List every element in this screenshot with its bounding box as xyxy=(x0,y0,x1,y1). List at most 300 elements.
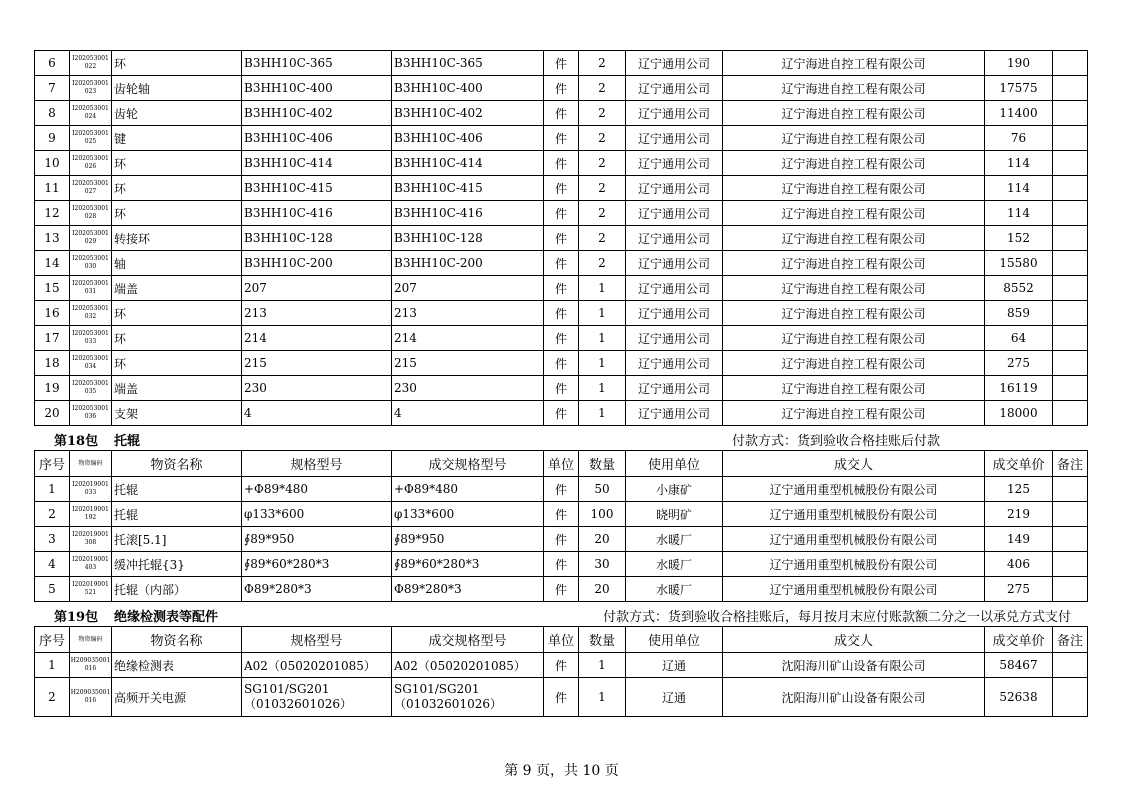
header-spec: 规格型号 xyxy=(242,451,392,477)
cell-user: 辽宁通用公司 xyxy=(626,326,723,351)
table-row xyxy=(35,552,1088,577)
cell-no: 18 xyxy=(35,351,70,376)
table-row xyxy=(35,502,1088,527)
cell-price: 52638 xyxy=(985,678,1053,717)
cell-deal-spec: 4 xyxy=(392,401,544,426)
cell-supplier: 辽宁海进自控工程有限公司 xyxy=(723,301,985,326)
cell-name: 托辊（内部） xyxy=(112,577,242,602)
cell-note xyxy=(1053,51,1088,76)
table-row xyxy=(35,126,1088,151)
cell-user: 辽宁通用公司 xyxy=(626,151,723,176)
cell-price: 859 xyxy=(985,301,1053,326)
cell-qty: 2 xyxy=(579,126,626,151)
cell-name: 齿轮 xyxy=(112,101,242,126)
cell-spec: A02（05020201085） xyxy=(242,653,392,678)
table-row xyxy=(35,251,1088,276)
cell-spec: 215 xyxy=(242,351,392,376)
cell-no: 20 xyxy=(35,401,70,426)
cell-code: I202053001 031 xyxy=(70,276,112,301)
cell-user: 水暖厂 xyxy=(626,552,723,577)
cell-spec: SG101/SG201 （01032601026） xyxy=(242,678,392,717)
cell-unit: 件 xyxy=(544,151,579,176)
cell-price: 11400 xyxy=(985,101,1053,126)
cell-deal-spec: 230 xyxy=(392,376,544,401)
cell-no: 6 xyxy=(35,51,70,76)
cell-spec: B3HH10C-406 xyxy=(242,126,392,151)
cell-note xyxy=(1053,678,1088,717)
table-row xyxy=(35,201,1088,226)
header-unit: 单位 xyxy=(544,451,579,477)
cell-note xyxy=(1053,176,1088,201)
cell-unit: 件 xyxy=(544,101,579,126)
cell-name: 转接环 xyxy=(112,226,242,251)
cell-qty: 100 xyxy=(579,502,626,527)
package19-number: 第19包 xyxy=(54,610,99,625)
cell-no: 19 xyxy=(35,376,70,401)
table-row xyxy=(35,326,1088,351)
cell-deal-spec: B3HH10C-128 xyxy=(392,226,544,251)
table-row xyxy=(35,351,1088,376)
cell-unit: 件 xyxy=(544,276,579,301)
header-unit: 单位 xyxy=(544,627,579,653)
cell-code: I202053001 028 xyxy=(70,201,112,226)
cell-deal-spec: A02（05020201085） xyxy=(392,653,544,678)
cell-code: I202019001 403 xyxy=(70,552,112,577)
cell-price: 275 xyxy=(985,577,1053,602)
cell-no: 15 xyxy=(35,276,70,301)
cell-spec: B3HH10C-415 xyxy=(242,176,392,201)
cell-no: 10 xyxy=(35,151,70,176)
cell-qty: 2 xyxy=(579,51,626,76)
cell-qty: 1 xyxy=(579,653,626,678)
package18-name: 托辊 xyxy=(114,434,141,449)
table-row xyxy=(35,477,1088,502)
header-user: 使用单位 xyxy=(626,627,723,653)
cell-qty: 20 xyxy=(579,577,626,602)
cell-supplier: 辽宁通用重型机械股份有限公司 xyxy=(723,502,985,527)
table-row xyxy=(35,151,1088,176)
cell-qty: 2 xyxy=(579,226,626,251)
cell-user: 辽宁通用公司 xyxy=(626,101,723,126)
cell-user: 辽宁通用公司 xyxy=(626,276,723,301)
cell-name: 环 xyxy=(112,326,242,351)
cell-price: 114 xyxy=(985,201,1053,226)
cell-supplier: 辽宁海进自控工程有限公司 xyxy=(723,101,985,126)
cell-no: 13 xyxy=(35,226,70,251)
cell-no: 1 xyxy=(35,477,70,502)
cell-code: I202053001 029 xyxy=(70,226,112,251)
cell-user: 辽通 xyxy=(626,678,723,717)
cell-user: 辽宁通用公司 xyxy=(626,226,723,251)
cell-user: 辽宁通用公司 xyxy=(626,76,723,101)
cell-spec: ∮89*950 xyxy=(242,527,392,552)
cell-unit: 件 xyxy=(544,126,579,151)
cell-code: I202053001 027 xyxy=(70,176,112,201)
cell-name: 键 xyxy=(112,126,242,151)
cell-no: 5 xyxy=(35,577,70,602)
cell-code: I202019001 033 xyxy=(70,477,112,502)
cell-user: 辽宁通用公司 xyxy=(626,376,723,401)
cell-code: I202019001 192 xyxy=(70,502,112,527)
package18-table xyxy=(34,450,1088,602)
package18-title-row xyxy=(34,426,1087,450)
cell-supplier: 辽宁海进自控工程有限公司 xyxy=(723,276,985,301)
package19-table xyxy=(34,626,1088,717)
cell-deal-spec: 215 xyxy=(392,351,544,376)
header-code: 物资编码 xyxy=(70,451,112,477)
sheet xyxy=(34,50,1087,717)
package17-table xyxy=(34,50,1088,426)
table-row xyxy=(35,176,1088,201)
cell-price: 114 xyxy=(985,176,1053,201)
cell-note xyxy=(1053,226,1088,251)
cell-code: I202053001 025 xyxy=(70,126,112,151)
header-code: 物资编码 xyxy=(70,627,112,653)
header-qty: 数量 xyxy=(579,627,626,653)
cell-name: 端盖 xyxy=(112,376,242,401)
cell-user: 辽宁通用公司 xyxy=(626,251,723,276)
cell-qty: 1 xyxy=(579,678,626,717)
cell-deal-spec: B3HH10C-402 xyxy=(392,101,544,126)
cell-unit: 件 xyxy=(544,527,579,552)
cell-price: 64 xyxy=(985,326,1053,351)
header-price: 成交单价 xyxy=(985,627,1053,653)
cell-price: 18000 xyxy=(985,401,1053,426)
cell-supplier: 沈阳海川矿山设备有限公司 xyxy=(723,678,985,717)
cell-note xyxy=(1053,126,1088,151)
cell-name: 环 xyxy=(112,351,242,376)
table-row xyxy=(35,376,1088,401)
cell-note xyxy=(1053,101,1088,126)
cell-name: 齿轮轴 xyxy=(112,76,242,101)
cell-no: 1 xyxy=(35,653,70,678)
cell-qty: 50 xyxy=(579,477,626,502)
cell-name: 环 xyxy=(112,176,242,201)
cell-deal-spec: Φ89*280*3 xyxy=(392,577,544,602)
cell-deal-spec: SG101/SG201 （01032601026） xyxy=(392,678,544,717)
cell-code: H209035001 016 xyxy=(70,678,112,717)
cell-qty: 1 xyxy=(579,276,626,301)
cell-unit: 件 xyxy=(544,653,579,678)
header-name: 物资名称 xyxy=(112,451,242,477)
cell-spec: Φ89*280*3 xyxy=(242,577,392,602)
cell-note xyxy=(1053,201,1088,226)
header-deal-spec: 成交规格型号 xyxy=(392,627,544,653)
cell-spec: 230 xyxy=(242,376,392,401)
header-price: 成交单价 xyxy=(985,451,1053,477)
cell-deal-spec: 214 xyxy=(392,326,544,351)
cell-code: I202019001 308 xyxy=(70,527,112,552)
cell-unit: 件 xyxy=(544,552,579,577)
header-spec: 规格型号 xyxy=(242,627,392,653)
header-deal-spec: 成交规格型号 xyxy=(392,451,544,477)
cell-name: 环 xyxy=(112,151,242,176)
cell-name: 支架 xyxy=(112,401,242,426)
table-row xyxy=(35,276,1088,301)
cell-unit: 件 xyxy=(544,51,579,76)
header-row xyxy=(35,451,1088,477)
cell-no: 2 xyxy=(35,502,70,527)
cell-note xyxy=(1053,477,1088,502)
cell-name: 端盖 xyxy=(112,276,242,301)
cell-qty: 2 xyxy=(579,251,626,276)
cell-name: 环 xyxy=(112,301,242,326)
table-row xyxy=(35,527,1088,552)
cell-note xyxy=(1053,502,1088,527)
cell-qty: 20 xyxy=(579,527,626,552)
cell-price: 149 xyxy=(985,527,1053,552)
cell-supplier: 辽宁海进自控工程有限公司 xyxy=(723,226,985,251)
cell-spec: B3HH10C-365 xyxy=(242,51,392,76)
cell-supplier: 辽宁海进自控工程有限公司 xyxy=(723,401,985,426)
cell-no: 11 xyxy=(35,176,70,201)
header-supplier: 成交人 xyxy=(723,627,985,653)
cell-deal-spec: 207 xyxy=(392,276,544,301)
cell-note xyxy=(1053,527,1088,552)
cell-price: 190 xyxy=(985,51,1053,76)
cell-code: I202053001 026 xyxy=(70,151,112,176)
cell-no: 3 xyxy=(35,527,70,552)
cell-deal-spec: 213 xyxy=(392,301,544,326)
cell-note xyxy=(1053,552,1088,577)
header-name: 物资名称 xyxy=(112,627,242,653)
cell-spec: B3HH10C-414 xyxy=(242,151,392,176)
package19-name: 绝缘检测表等配件 xyxy=(114,610,219,625)
cell-qty: 2 xyxy=(579,151,626,176)
cell-deal-spec: B3HH10C-414 xyxy=(392,151,544,176)
cell-note xyxy=(1053,76,1088,101)
cell-note xyxy=(1053,577,1088,602)
cell-deal-spec: B3HH10C-416 xyxy=(392,201,544,226)
cell-note xyxy=(1053,276,1088,301)
cell-unit: 件 xyxy=(544,577,579,602)
cell-price: 17575 xyxy=(985,76,1053,101)
cell-qty: 1 xyxy=(579,401,626,426)
cell-user: 水暖厂 xyxy=(626,527,723,552)
cell-deal-spec: B3HH10C-365 xyxy=(392,51,544,76)
cell-supplier: 辽宁海进自控工程有限公司 xyxy=(723,326,985,351)
cell-code: I202053001 024 xyxy=(70,101,112,126)
cell-supplier: 辽宁海进自控工程有限公司 xyxy=(723,151,985,176)
cell-unit: 件 xyxy=(544,351,579,376)
cell-note xyxy=(1053,326,1088,351)
cell-price: 275 xyxy=(985,351,1053,376)
cell-qty: 1 xyxy=(579,376,626,401)
cell-supplier: 辽宁海进自控工程有限公司 xyxy=(723,126,985,151)
header-note: 备注 xyxy=(1053,627,1088,653)
cell-user: 辽宁通用公司 xyxy=(626,51,723,76)
table-row xyxy=(35,76,1088,101)
cell-name: 托辊 xyxy=(112,502,242,527)
cell-name: 轴 xyxy=(112,251,242,276)
cell-name: 托滚[5.1] xyxy=(112,527,242,552)
cell-spec: 214 xyxy=(242,326,392,351)
cell-code: I202053001 032 xyxy=(70,301,112,326)
cell-deal-spec: B3HH10C-406 xyxy=(392,126,544,151)
cell-note xyxy=(1053,376,1088,401)
cell-code: I202053001 034 xyxy=(70,351,112,376)
cell-note xyxy=(1053,301,1088,326)
header-qty: 数量 xyxy=(579,451,626,477)
cell-user: 辽宁通用公司 xyxy=(626,401,723,426)
cell-no: 14 xyxy=(35,251,70,276)
cell-unit: 件 xyxy=(544,376,579,401)
cell-supplier: 辽宁海进自控工程有限公司 xyxy=(723,176,985,201)
table-row xyxy=(35,101,1088,126)
table-row xyxy=(35,577,1088,602)
table-row xyxy=(35,226,1088,251)
cell-note xyxy=(1053,251,1088,276)
cell-supplier: 辽宁海进自控工程有限公司 xyxy=(723,376,985,401)
cell-price: 406 xyxy=(985,552,1053,577)
cell-no: 16 xyxy=(35,301,70,326)
cell-name: 环 xyxy=(112,51,242,76)
table-row xyxy=(35,401,1088,426)
header-no: 序号 xyxy=(35,451,70,477)
cell-deal-spec: φ133*600 xyxy=(392,502,544,527)
cell-user: 辽宁通用公司 xyxy=(626,126,723,151)
cell-unit: 件 xyxy=(544,401,579,426)
cell-supplier: 辽宁通用重型机械股份有限公司 xyxy=(723,527,985,552)
cell-code: I202053001 033 xyxy=(70,326,112,351)
cell-unit: 件 xyxy=(544,251,579,276)
cell-spec: +Φ89*480 xyxy=(242,477,392,502)
package19-title-row xyxy=(34,602,1087,626)
header-no: 序号 xyxy=(35,627,70,653)
cell-unit: 件 xyxy=(544,226,579,251)
cell-code: I202019001 521 xyxy=(70,577,112,602)
cell-spec: ∮89*60*280*3 xyxy=(242,552,392,577)
cell-unit: 件 xyxy=(544,201,579,226)
cell-user: 辽宁通用公司 xyxy=(626,201,723,226)
cell-user: 辽通 xyxy=(626,653,723,678)
cell-user: 小康矿 xyxy=(626,477,723,502)
cell-deal-spec: +Φ89*480 xyxy=(392,477,544,502)
cell-user: 辽宁通用公司 xyxy=(626,351,723,376)
cell-qty: 2 xyxy=(579,76,626,101)
cell-name: 托辊 xyxy=(112,477,242,502)
cell-user: 辽宁通用公司 xyxy=(626,301,723,326)
cell-no: 8 xyxy=(35,101,70,126)
cell-code: I202053001 036 xyxy=(70,401,112,426)
cell-user: 辽宁通用公司 xyxy=(626,176,723,201)
cell-deal-spec: ∮89*950 xyxy=(392,527,544,552)
table-row xyxy=(35,678,1088,717)
header-note: 备注 xyxy=(1053,451,1088,477)
cell-spec: φ133*600 xyxy=(242,502,392,527)
cell-price: 152 xyxy=(985,226,1053,251)
cell-no: 7 xyxy=(35,76,70,101)
cell-unit: 件 xyxy=(544,678,579,717)
cell-price: 58467 xyxy=(985,653,1053,678)
cell-code: I202053001 030 xyxy=(70,251,112,276)
cell-spec: 207 xyxy=(242,276,392,301)
cell-supplier: 辽宁海进自控工程有限公司 xyxy=(723,201,985,226)
cell-unit: 件 xyxy=(544,301,579,326)
cell-supplier: 辽宁海进自控工程有限公司 xyxy=(723,351,985,376)
cell-supplier: 辽宁海进自控工程有限公司 xyxy=(723,51,985,76)
cell-no: 17 xyxy=(35,326,70,351)
cell-note xyxy=(1053,351,1088,376)
cell-qty: 1 xyxy=(579,351,626,376)
cell-supplier: 辽宁通用重型机械股份有限公司 xyxy=(723,477,985,502)
header-row xyxy=(35,627,1088,653)
header-supplier: 成交人 xyxy=(723,451,985,477)
cell-unit: 件 xyxy=(544,176,579,201)
cell-note xyxy=(1053,151,1088,176)
cell-qty: 2 xyxy=(579,176,626,201)
page-footer: 第 9 页，共 10 页 xyxy=(504,763,619,779)
table-row xyxy=(35,51,1088,76)
cell-no: 2 xyxy=(35,678,70,717)
cell-price: 16119 xyxy=(985,376,1053,401)
cell-spec: B3HH10C-402 xyxy=(242,101,392,126)
cell-code: I202053001 035 xyxy=(70,376,112,401)
package18-payment: 付款方式：货到验收合格挂账后付款 xyxy=(731,434,940,449)
cell-spec: 4 xyxy=(242,401,392,426)
cell-price: 8552 xyxy=(985,276,1053,301)
cell-name: 缓冲托辊{3} xyxy=(112,552,242,577)
table-row xyxy=(35,301,1088,326)
cell-supplier: 辽宁海进自控工程有限公司 xyxy=(723,76,985,101)
cell-spec: B3HH10C-128 xyxy=(242,226,392,251)
cell-unit: 件 xyxy=(544,326,579,351)
cell-note xyxy=(1053,401,1088,426)
package18-number: 第18包 xyxy=(54,434,99,449)
cell-price: 125 xyxy=(985,477,1053,502)
cell-qty: 2 xyxy=(579,201,626,226)
cell-qty: 1 xyxy=(579,301,626,326)
cell-supplier: 沈阳海川矿山设备有限公司 xyxy=(723,653,985,678)
cell-deal-spec: B3HH10C-400 xyxy=(392,76,544,101)
cell-unit: 件 xyxy=(544,76,579,101)
cell-qty: 2 xyxy=(579,101,626,126)
cell-spec: B3HH10C-400 xyxy=(242,76,392,101)
cell-user: 水暖厂 xyxy=(626,577,723,602)
table-row xyxy=(35,653,1088,678)
cell-spec: B3HH10C-416 xyxy=(242,201,392,226)
cell-deal-spec: B3HH10C-200 xyxy=(392,251,544,276)
cell-spec: 213 xyxy=(242,301,392,326)
cell-unit: 件 xyxy=(544,477,579,502)
cell-supplier: 辽宁通用重型机械股份有限公司 xyxy=(723,552,985,577)
cell-no: 4 xyxy=(35,552,70,577)
cell-price: 76 xyxy=(985,126,1053,151)
cell-name: 高频开关电源 xyxy=(112,678,242,717)
cell-code: H209035001 016 xyxy=(70,653,112,678)
package19-payment: 付款方式：货到验收合格挂账后，每月按月末应付账款额二分之一以承兑方式支付 xyxy=(602,610,1071,625)
cell-deal-spec: ∮89*60*280*3 xyxy=(392,552,544,577)
cell-code: I202053001 022 xyxy=(70,51,112,76)
cell-unit: 件 xyxy=(544,502,579,527)
cell-qty: 1 xyxy=(579,326,626,351)
cell-no: 12 xyxy=(35,201,70,226)
cell-supplier: 辽宁通用重型机械股份有限公司 xyxy=(723,577,985,602)
cell-price: 219 xyxy=(985,502,1053,527)
cell-supplier: 辽宁海进自控工程有限公司 xyxy=(723,251,985,276)
cell-no: 9 xyxy=(35,126,70,151)
header-user: 使用单位 xyxy=(626,451,723,477)
cell-note xyxy=(1053,653,1088,678)
cell-code: I202053001 023 xyxy=(70,76,112,101)
cell-user: 晓明矿 xyxy=(626,502,723,527)
cell-price: 114 xyxy=(985,151,1053,176)
cell-spec: B3HH10C-200 xyxy=(242,251,392,276)
cell-price: 15580 xyxy=(985,251,1053,276)
cell-name: 环 xyxy=(112,201,242,226)
cell-qty: 30 xyxy=(579,552,626,577)
cell-deal-spec: B3HH10C-415 xyxy=(392,176,544,201)
